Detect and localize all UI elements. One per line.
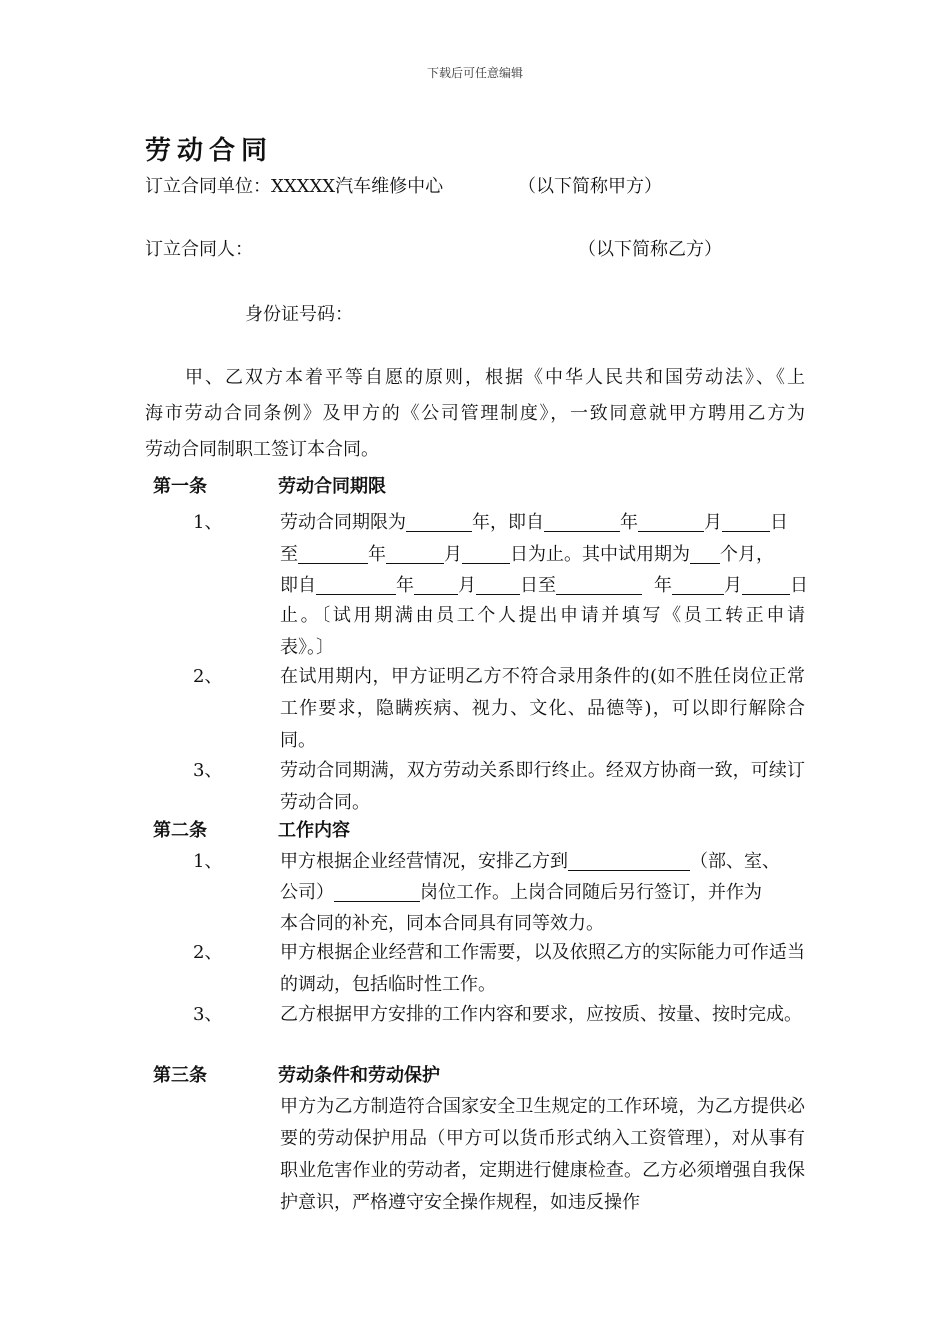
article-1-item-3-number: 3、 — [193, 760, 223, 781]
fill-text: 即自 — [280, 575, 316, 596]
blank-position[interactable] — [334, 879, 420, 902]
blank-years[interactable] — [406, 509, 472, 532]
fill-text: 年 — [396, 575, 414, 596]
article-2-title: 工作内容 — [278, 820, 350, 841]
article-1-item-1-number: 1、 — [193, 512, 223, 533]
article-2-item-1-number: 1、 — [193, 851, 223, 872]
fill-text: 年，即自 — [472, 512, 544, 533]
fill-text: 甲方根据企业经营情况，安排乙方到 — [280, 851, 568, 872]
article-1-item-2-text: 在试用期内，甲方证明乙方不符合录用条件的(如不胜任岗位正常工作要求，隐瞒疾病、视力、文化、品德等)，可以即行解除合同。 — [280, 666, 805, 751]
id-number-line: 身份证号码： — [245, 304, 353, 325]
unit-note: （以下简称甲方） — [518, 176, 662, 197]
article-1-item-2-number: 2、 — [193, 666, 223, 687]
blank-probation-end-month[interactable] — [672, 572, 724, 595]
blank-probation-end-year[interactable] — [556, 572, 642, 595]
fill-text: 公司） — [280, 882, 334, 903]
fill-text: 月 — [724, 575, 742, 596]
article-3-text: 甲方为乙方制造符合国家安全卫生规定的工作环境，为乙方提供必要的劳动保护用品（甲方可以货币形式纳入工资管理），对从事有职业危害作业的劳动者，定期进行健康检查。乙方必须增强自我保护意识，严格遵守安全操作规程，如违反操作 — [280, 1096, 805, 1213]
blank-probation-months[interactable] — [690, 541, 720, 564]
article-3-number: 第三条 — [153, 1065, 207, 1086]
article-2-item-3-number: 3、 — [193, 1004, 223, 1025]
term-fill-line-2 — [280, 540, 774, 570]
blank-probation-start-month[interactable] — [414, 572, 458, 595]
article-3-title: 劳动条件和劳动保护 — [278, 1065, 440, 1086]
fill-text: 劳动合同期限为 — [280, 512, 406, 533]
intro-line-3: 劳动合同制职工签订本合同。 — [145, 439, 379, 460]
term-fill-line-5: 表》。〕 — [280, 637, 334, 658]
person-line: 订立合同人： — [145, 239, 253, 260]
fill-text: 岗位工作。上岗合同随后另行签订，并作为 — [420, 882, 762, 903]
fill-text: 日 — [790, 575, 808, 596]
blank-end-year[interactable] — [298, 541, 368, 564]
blank-end-month[interactable] — [386, 541, 444, 564]
term-fill-line-3 — [280, 571, 808, 601]
fill-text: 日为止。其中试用期为 — [510, 544, 690, 565]
fill-text: 至 — [280, 544, 298, 565]
document-title: 劳动合同 — [145, 136, 274, 166]
fill-text: 月 — [458, 575, 476, 596]
blank-probation-end-day[interactable] — [742, 572, 790, 595]
unit-line: 订立合同单位：XXXXX汽车维修中心 — [145, 176, 444, 197]
fill-text: 年 — [368, 544, 386, 565]
article-1-number: 第一条 — [153, 476, 207, 497]
person-note: （以下简称乙方） — [578, 239, 722, 260]
intro-line-1: 甲、乙双方本着平等自愿的原则，根据《中华人民共和国劳动法》、《上 — [185, 367, 805, 388]
article-2-item-2-text: 甲方根据企业经营和工作需要，以及依照乙方的实际能力可作适当的调动，包括临时性工作。 — [280, 942, 805, 995]
blank-start-year[interactable] — [544, 509, 620, 532]
fill-text: 日 — [770, 512, 788, 533]
blank-probation-start-year[interactable] — [316, 572, 396, 595]
term-fill-line-4: 止。〔试用期满由员工个人提出申请并填写《员工转正申请 — [280, 605, 805, 626]
intro-line-2: 海市劳动合同条例》及甲方的《公司管理制度》，一致同意就甲方聘用乙方为 — [145, 403, 805, 424]
watermark: 下载后可任意编辑 — [426, 66, 523, 80]
article-2-item-3-text: 乙方根据甲方安排的工作内容和要求，应按质、按量、按时完成。 — [280, 1004, 802, 1025]
fill-text: （部、室、 — [690, 851, 780, 872]
fill-text: 月 — [704, 512, 722, 533]
fill-text: 年 — [620, 512, 638, 533]
fill-text: 月 — [444, 544, 462, 565]
work-fill-line-2 — [280, 878, 762, 908]
article-2-number: 第二条 — [153, 820, 207, 841]
blank-start-day[interactable] — [722, 509, 770, 532]
blank-department[interactable] — [568, 848, 690, 871]
blank-end-day[interactable] — [462, 541, 510, 564]
fill-text: 日至 — [520, 575, 556, 596]
work-fill-line-1 — [280, 847, 780, 877]
article-2-item-2-number: 2、 — [193, 942, 223, 963]
blank-start-month[interactable] — [638, 509, 704, 532]
fill-text: 年 — [654, 575, 672, 596]
article-1-item-3-text: 劳动合同期满，双方劳动关系即行终止。经双方协商一致，可续订劳动合同。 — [280, 760, 805, 813]
work-fill-line-3: 本合同的补充，同本合同具有同等效力。 — [280, 913, 604, 934]
fill-text: 个月， — [720, 544, 774, 565]
term-fill-line-1 — [280, 508, 788, 538]
blank-probation-start-day[interactable] — [476, 572, 520, 595]
article-1-title: 劳动合同期限 — [278, 476, 386, 497]
